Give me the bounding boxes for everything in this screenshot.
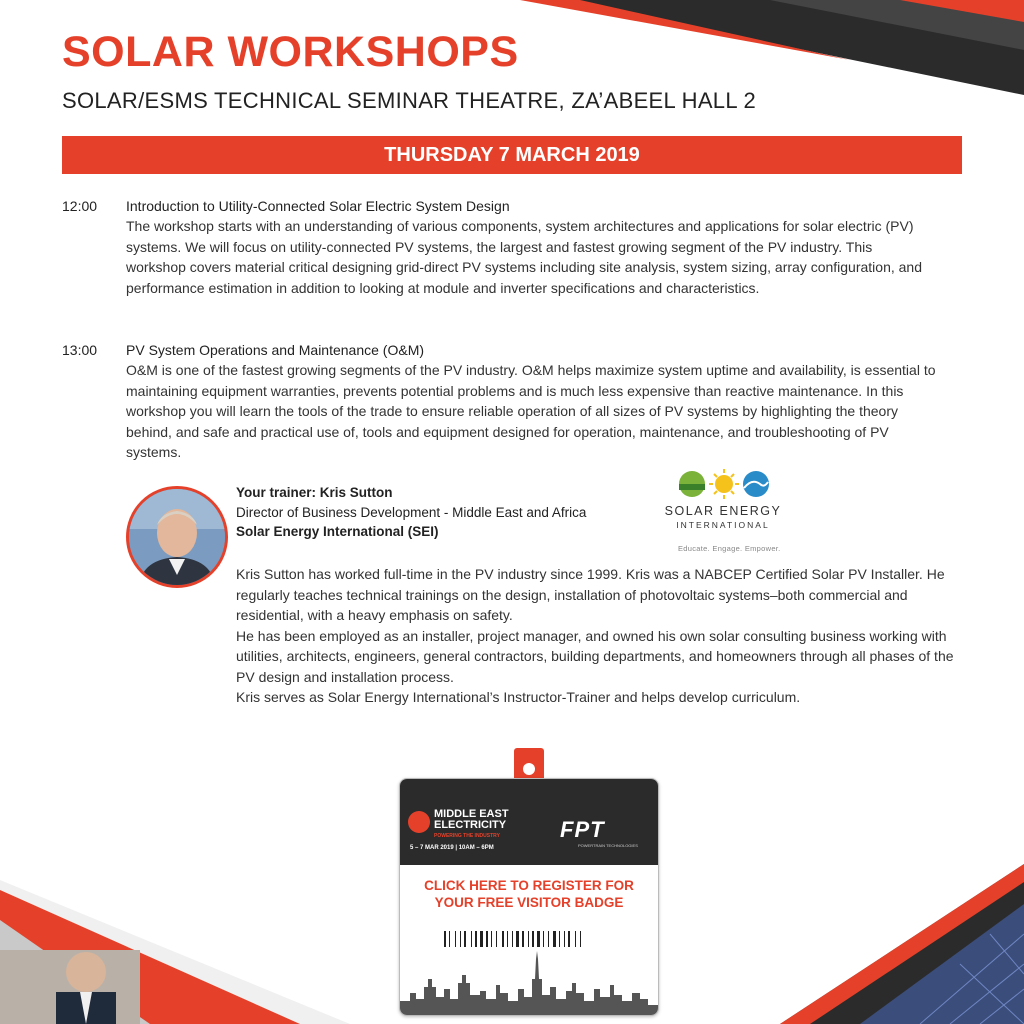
mee-line1: MIDDLE EAST: [434, 808, 509, 820]
session-time: 12:00: [62, 198, 98, 214]
trainer-bio: [236, 564, 976, 708]
bio-paragraph: Kris serves as Solar Energy International’s Instructor-Trainer and helps develop curriculum.: [236, 689, 801, 705]
date-label: THURSDAY 7 MARCH 2019: [384, 143, 640, 166]
session-description: O&M is one of the fastest growing segments of the PV industry. O&M helps maximize system uptime and availability, is essential to maintaining equipment warranties, prevents potential problems and is much less expensive than reactive maintenance. In this workshop you will learn the tools of the trade to ensure reliable operation of all sizes of PV systems by highlighting the theory behind, and safe and practical use of, tools and equipment designed for operation, maintenance, and troubleshooting of PV systems.: [126, 362, 936, 460]
cta-line2: YOUR FREE VISITOR BADGE: [434, 895, 624, 910]
session-title: Introduction to Utility-Connected Solar Electric System Design: [126, 198, 510, 214]
badge-header: [400, 779, 658, 865]
bottom-left-decoration: [0, 880, 380, 1024]
session-title: PV System Operations and Maintenance (O&M): [126, 342, 425, 358]
bio-paragraph: Kris Sutton has worked full-time in the PV industry since 1999. Kris was a NABCEP Certified Solar PV Installer. He regularly teaches technical trainings on the design, installation of photovoltaic systems–both commercial and residential, with a heavy emphasis on safety.: [236, 566, 945, 623]
trainer-info: [236, 483, 586, 542]
fpt-tagline: POWERTRAIN TECHNOLOGIES: [578, 843, 638, 848]
sei-name-line1: SOLAR ENERGY: [664, 504, 782, 518]
register-badge-button[interactable]: [399, 778, 659, 1016]
mee-line2: ELECTRICITY: [434, 819, 507, 831]
sei-name: [664, 504, 782, 530]
register-cta[interactable]: [400, 877, 658, 911]
fpt-logo: FPT: [560, 817, 605, 842]
bottom-right-decoration: [780, 864, 1024, 1024]
page-title: SOLAR WORKSHOPS: [62, 28, 519, 76]
sei-name-line2: INTERNATIONAL: [676, 520, 770, 530]
trainer-portrait: [129, 489, 225, 585]
venue-subtitle: SOLAR/ESMS TECHNICAL SEMINAR THEATRE, ZA’ABEEL HALL 2: [62, 88, 757, 113]
barcode-icon: [444, 931, 612, 947]
sei-tagline: Educate. Engage. Empower.: [678, 544, 781, 553]
date-banner: [62, 136, 962, 174]
top-right-decoration: [520, 0, 1024, 140]
mee-dates: 5 – 7 MAR 2019 | 10AM – 6PM: [410, 845, 494, 851]
trainer-role: Director of Business Development - Middle East and Africa: [236, 504, 587, 520]
skyline-icon: [400, 949, 658, 1015]
mee-tagline: POWERING THE INDUSTRY: [434, 833, 500, 839]
session-description: The workshop starts with an understanding of various components, system architectures and applications for solar electric (PV) systems. We will focus on utility-connected PV systems, the largest and fastest growing segment of the PV industry. This workshop covers material critical designing grid-direct PV systems including site analysis, system sizing, array configuration, and performance estimation in addition to looking at module and inverter specifications and characteristics.: [126, 218, 922, 296]
bio-paragraph: He has been employed as an installer, project manager, and owned his own solar consulting business working with utilities, architects, engineers, general contractors, building departments, and homeowners through all phases of the PV design and installation process.: [236, 627, 954, 685]
trainer-organization: Solar Energy International (SEI): [236, 524, 439, 539]
mee-event-name: [434, 809, 509, 831]
cta-line1: CLICK HERE TO REGISTER FOR: [424, 878, 634, 893]
trainer-photo: [126, 486, 228, 588]
session-time: 13:00: [62, 342, 98, 358]
trainer-name: Your trainer: Kris Sutton: [236, 485, 393, 500]
mee-logo-icon: [408, 811, 430, 833]
